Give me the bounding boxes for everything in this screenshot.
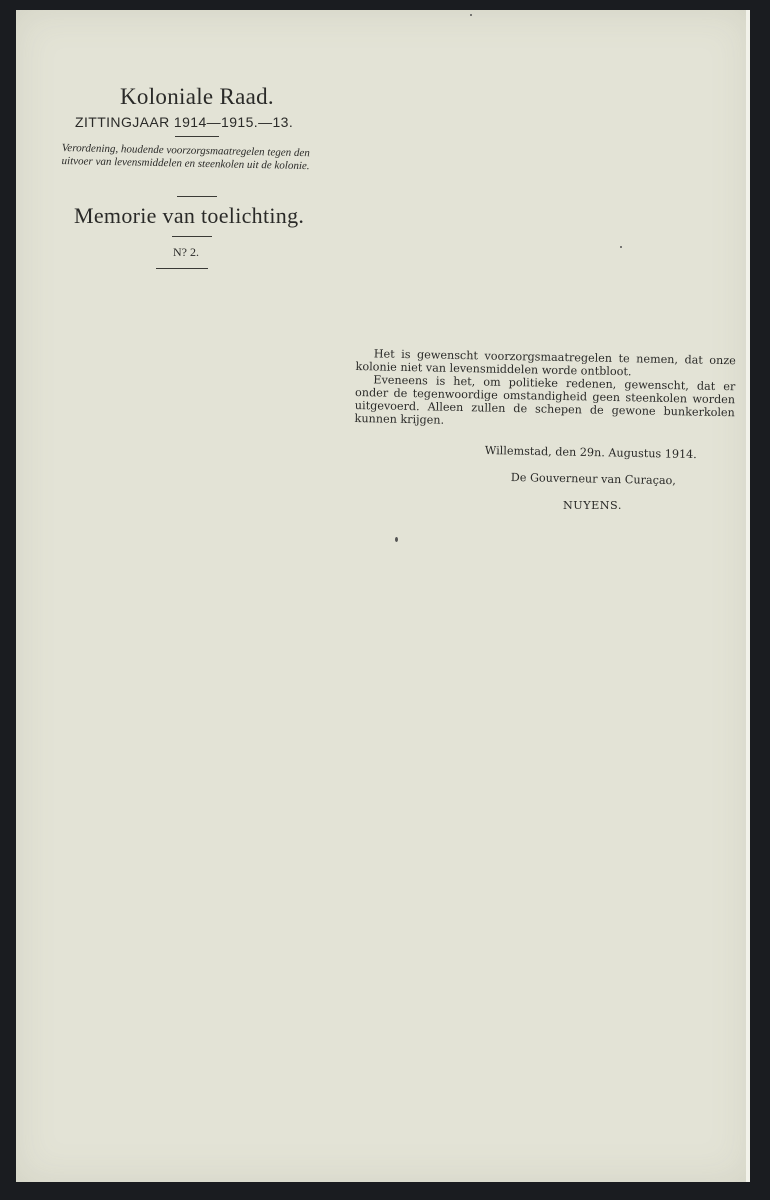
subject-line: Verordening, houdende voorzorgsmaatregelen tegen den uitvoer van levensmiddelen en steenkolen uit de kolonie. [61, 142, 310, 173]
body-text [355, 347, 736, 432]
ink-speck [470, 14, 472, 16]
signatory-name: NUYENS. [563, 499, 622, 512]
place-date: Willemstad, den 29n. Augustus 1914. [484, 444, 697, 462]
ink-speck [395, 537, 398, 542]
divider-4 [156, 268, 208, 269]
document-number: N? 2. [173, 245, 199, 259]
document-type-heading: Memorie van toelichting. [74, 203, 305, 228]
signatory-title: De Gouverneur van Curaçao, [510, 471, 676, 488]
session-line: ZITTINGJAAR 1914—1915.—13. [75, 114, 294, 130]
divider-3 [172, 236, 212, 237]
document-page [16, 10, 750, 1182]
body-paragraph-2: Eveneens is het, om politieke redenen, gewenscht, dat er onder de tegenwoordige omstandigheid geen steenkolen worden uitgevoerd. Alleen zullen de schepen de gewone bunkerkolen kunnen krijgen. [354, 373, 736, 427]
body-paragraph-1: Het is gewenscht voorzorgsmaatregelen te nemen, dat onze kolonie niet van levensmiddelen worde ontbloot. [355, 347, 736, 379]
divider-1 [175, 136, 219, 137]
page-edge [746, 10, 750, 1182]
divider-2 [177, 196, 217, 197]
council-title: Koloniale Raad. [120, 84, 274, 109]
ink-speck [620, 246, 622, 248]
